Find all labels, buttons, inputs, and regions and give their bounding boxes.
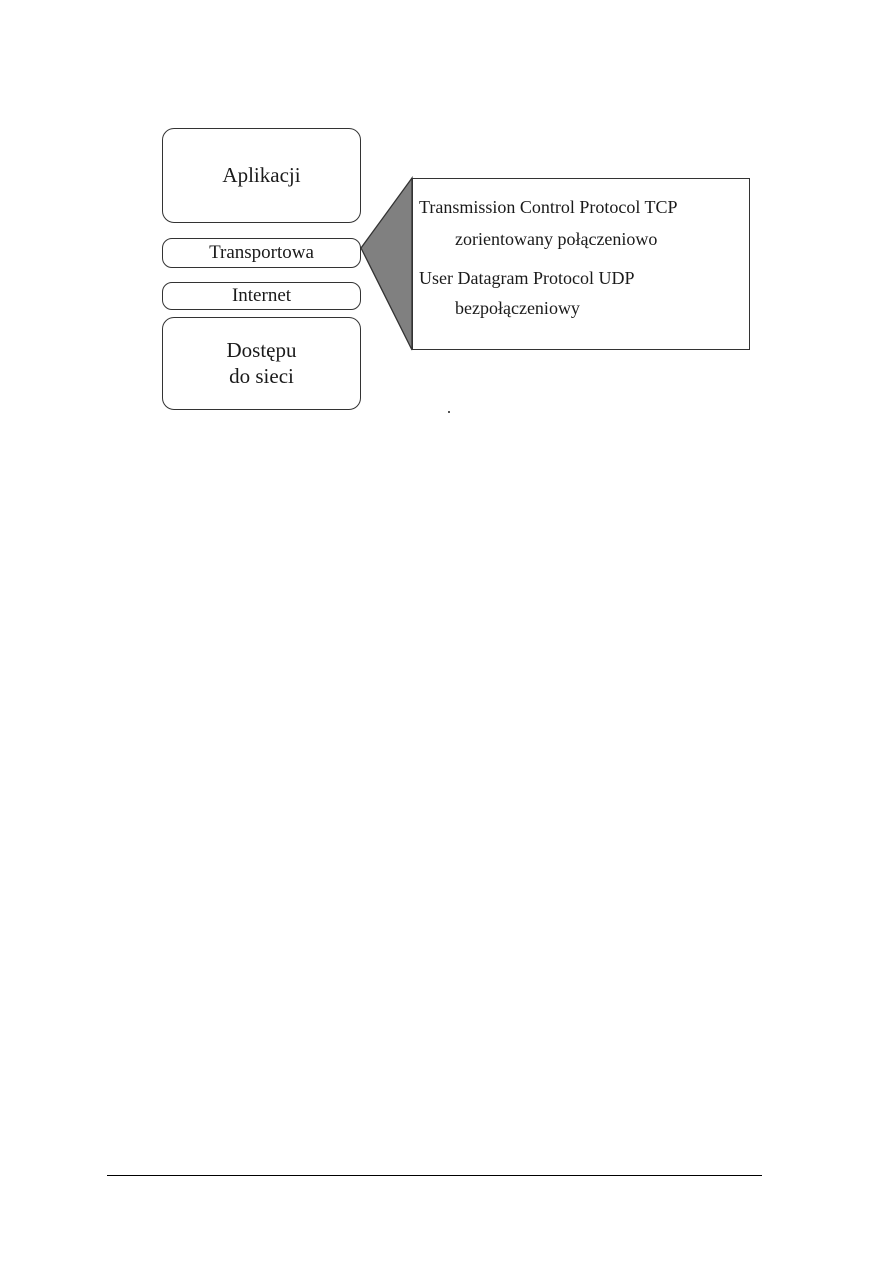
layer-network-access — [162, 317, 361, 410]
layer-network-access-label-line-1: Dostępu — [226, 338, 297, 363]
layer-internet — [162, 282, 361, 310]
layer-internet-label: Internet — [231, 284, 292, 306]
footer-rule — [107, 1175, 762, 1176]
layer-application-label: Aplikacji — [222, 162, 301, 187]
udp-protocol-description: bezpołączeniowy — [455, 298, 580, 318]
layer-transport-label: Transportowa — [209, 241, 314, 263]
stray-dot — [448, 411, 450, 413]
layer-transport — [162, 238, 361, 268]
tcp-protocol-description: zorientowany połączeniowo — [455, 229, 658, 249]
layer-application — [162, 128, 361, 223]
layer-network-access-label-line-2: do sieci — [229, 363, 294, 388]
udp-protocol-name: User Datagram Protocol UDP — [419, 268, 635, 288]
tcp-protocol-name: Transmission Control Protocol TCP — [419, 197, 678, 217]
transport-protocols-callout — [412, 178, 750, 350]
callout-wedge-shape — [361, 178, 412, 350]
